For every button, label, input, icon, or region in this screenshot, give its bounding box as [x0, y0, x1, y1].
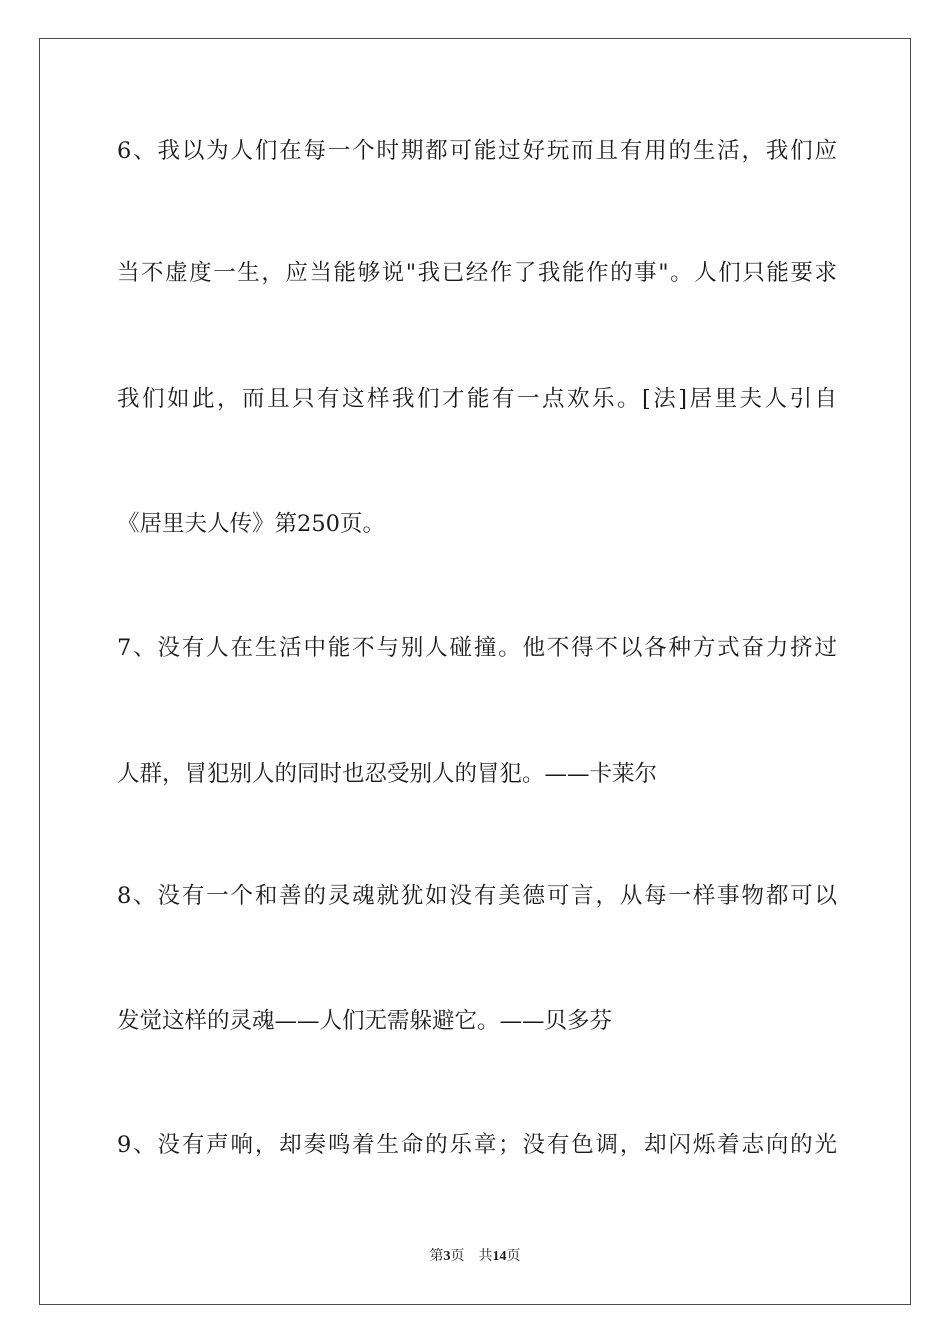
text-line: 《居里夫人传》第250页。	[117, 511, 385, 537]
total-label-suffix: 页	[506, 1249, 521, 1264]
page-label-prefix: 第	[429, 1249, 444, 1264]
text-line: 发觉这样的灵魂——人们无需躲避它。——贝多芬	[117, 1008, 613, 1034]
total-pages: 14	[492, 1249, 507, 1264]
page-border	[39, 38, 911, 1305]
page-footer	[0, 1247, 950, 1267]
total-label-prefix: 共	[478, 1249, 493, 1264]
text-line: 9、没有声响，却奏鸣着生命的乐章；没有色调，却闪烁着志向的光	[117, 1132, 837, 1158]
text-line: 6、我以为人们在每一个时期都可能过好玩而且有用的生活，我们应	[117, 138, 837, 164]
text-line: 我们如此，而且只有这样我们才能有一点欢乐。[法]居里夫人引自	[117, 386, 837, 412]
text-line: 当不虚度一生，应当能够说"我已经作了我能作的事"。人们只能要求	[117, 260, 837, 286]
text-line: 8、没有一个和善的灵魂就犹如没有美德可言，从每一样事物都可以	[117, 883, 837, 909]
text-line: 7、没有人在生活中能不与别人碰撞。他不得不以各种方式奋力挤过	[117, 635, 837, 661]
page-number: 3	[443, 1249, 451, 1264]
text-line: 人群，冒犯别人的同时也忍受别人的冒犯。——卡莱尔	[117, 761, 658, 787]
page-label-suffix: 页	[450, 1249, 465, 1264]
